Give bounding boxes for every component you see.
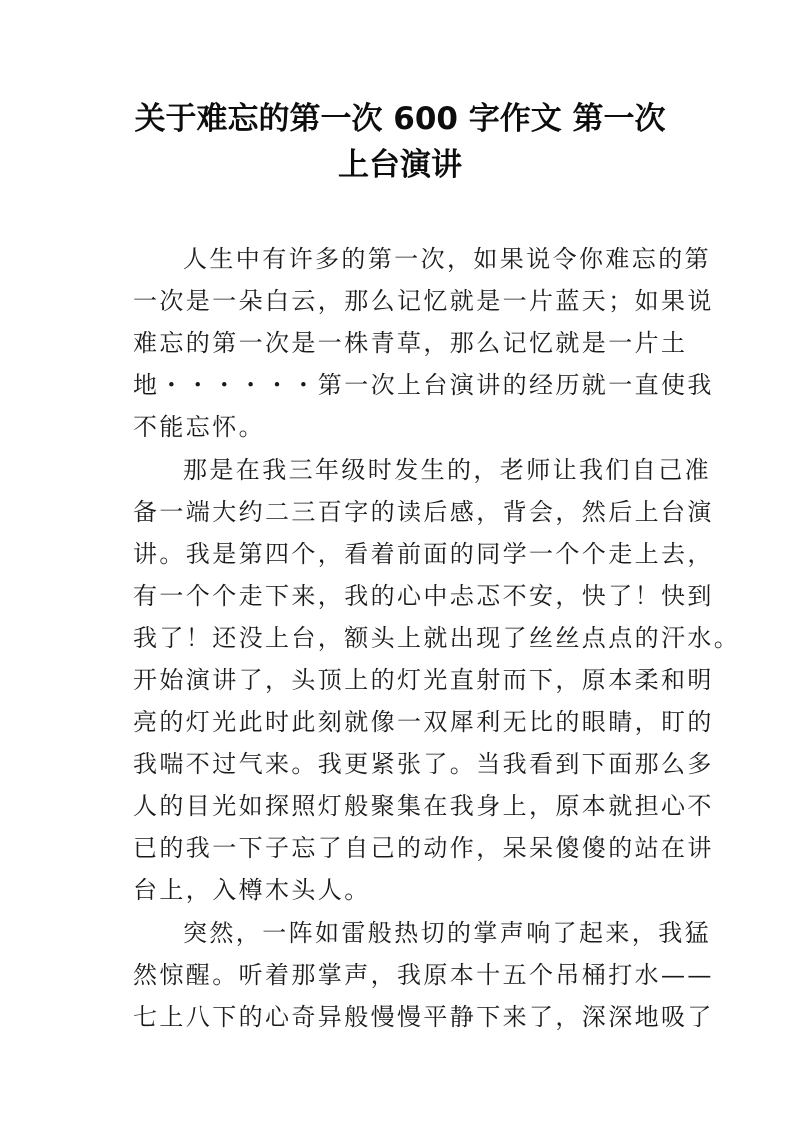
text-line: 备一端大约二三百字的读后感，背会，然后上台演 bbox=[133, 498, 714, 526]
page-title bbox=[100, 96, 700, 188]
text-line: 然惊醒。听着那掌声，我原本十五个吊桶打水—— bbox=[133, 961, 714, 989]
text-line: 讲。我是第四个，看着前面的同学一个个走上去， bbox=[133, 540, 714, 568]
title-line-1: 关于难忘的第一次 600 字作文 第一次 bbox=[134, 101, 666, 137]
text-line: 不能忘怀。 bbox=[133, 413, 265, 441]
title-line-2: 上台演讲 bbox=[338, 147, 462, 183]
text-line: 人生中有许多的第一次，如果说令你难忘的第 bbox=[183, 245, 711, 273]
text-line: 人的目光如探照灯般聚集在我身上，原本就担心不 bbox=[133, 792, 714, 820]
text-line: 突然，一阵如雷般热切的掌声响了起来，我猛 bbox=[183, 919, 711, 947]
text-line: 地・・・・・・第一次上台演讲的经历就一直使我 bbox=[133, 371, 714, 399]
text-line: 亮的灯光此时此刻就像一双犀利无比的眼睛，盯的 bbox=[133, 708, 714, 736]
text-line: 我喘不过气来。我更紧张了。当我看到下面那么多 bbox=[133, 750, 714, 778]
text-line: 一次是一朵白云，那么记忆就是一片蓝天；如果说 bbox=[133, 287, 714, 315]
paragraph-3 bbox=[133, 912, 714, 1038]
text-line: 开始演讲了，头顶上的灯光直射而下，原本柔和明 bbox=[133, 666, 714, 694]
paragraph-2 bbox=[133, 449, 741, 911]
text-line: 台上，入樽木头人。 bbox=[133, 876, 371, 904]
text-line: 难忘的第一次是一株青草，那么记忆就是一片土 bbox=[133, 329, 688, 357]
text-line: 七上八下的心奇异般慢慢平静下来了，深深地吸了 bbox=[133, 1003, 714, 1031]
paragraph-1 bbox=[133, 238, 714, 448]
article-body bbox=[133, 238, 741, 1039]
text-line: 那是在我三年级时发生的，老师让我们自己准 bbox=[183, 456, 711, 484]
text-line: 已的我一下子忘了自己的动作，呆呆傻傻的站在讲 bbox=[133, 834, 714, 862]
text-line: 有一个个走下来，我的心中忐忑不安，快了！快到 bbox=[133, 582, 714, 610]
text-line: 我了！还没上台，额头上就出现了丝丝点点的汗水。 bbox=[133, 624, 741, 652]
